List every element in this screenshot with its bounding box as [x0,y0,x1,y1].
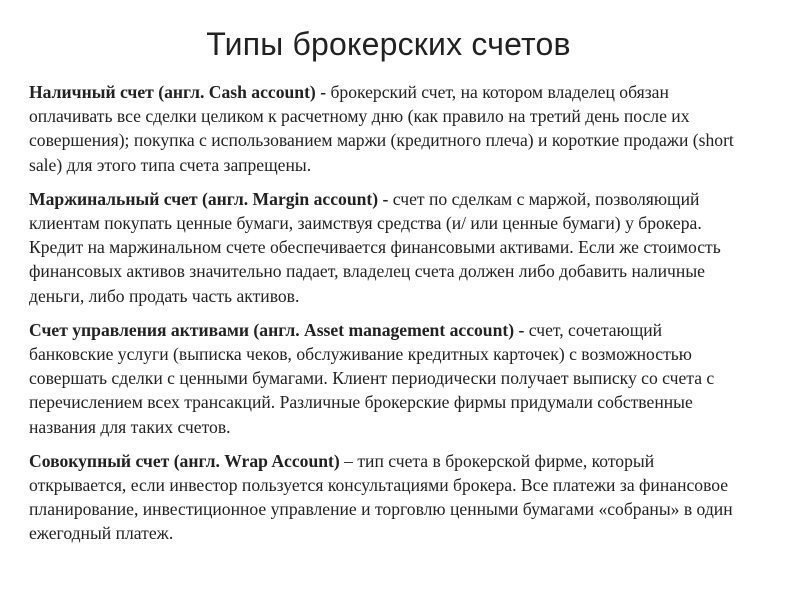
slide-title: Типы брокерских счетов [206,26,571,62]
paragraph-wrap-account [29,449,748,546]
definition-wrap-account: тип счета в брокерской фирме, который открывается, если инвестор пользуется консультациями брокера. Все платежи за финансовое планирование, инвестиционное управление и торговлю ценными бумагами «собраны» в один ежегодный платеж. [29,450,733,544]
term-cash-account: Наличный счет (англ. Cash account) [29,82,316,102]
term-margin-account: Маржинальный счет (англ. Margin account) [29,188,379,209]
paragraph-margin-account [29,187,748,308]
paragraph-cash-account [29,80,748,177]
term-separator: - [378,188,393,209]
definition-asset-management-account: счет, сочетающий банковские услуги (выписка чеков, обслуживание кредитных карточек) с возможностью совершать сделки с ценными бумагами. Клиент периодически получает выписку со счета с перечислением всех трансакций. Различные брокерские фирмы придумали собственные названия для таких счетов. [29,319,715,437]
term-asset-management-account: Счет управления активами (англ. Asset management account) [29,319,515,340]
term-separator: – [339,450,358,471]
term-separator: - [315,82,331,102]
slide-content [29,80,748,546]
term-separator: - [514,319,529,340]
term-wrap-account: Совокупный счет (англ. Wrap Account) [29,450,340,471]
definition-margin-account: счет по сделкам с маржой, позволяющий клиентам покупать ценные бумаги, заимствуя средства (и/ или ценные бумаги) у брокера. Кредит на маржинальном счете обеспечивается финансовыми активами. Если же стоимость финансовых активов значительно падает, владелец счета должен либо добавить наличные деньги, либо продать часть активов. [29,188,721,306]
paragraph-asset-management-account [29,318,748,439]
definition-cash-account: брокерский счет, на котором владелец обязан оплачивать все сделки целиком к расчетному дню (как правило на третий день после их совершения); покупка с использованием маржи (кредитного плеча) и короткие продажи (short sale) для этого типа счета запрещены. [29,82,734,175]
